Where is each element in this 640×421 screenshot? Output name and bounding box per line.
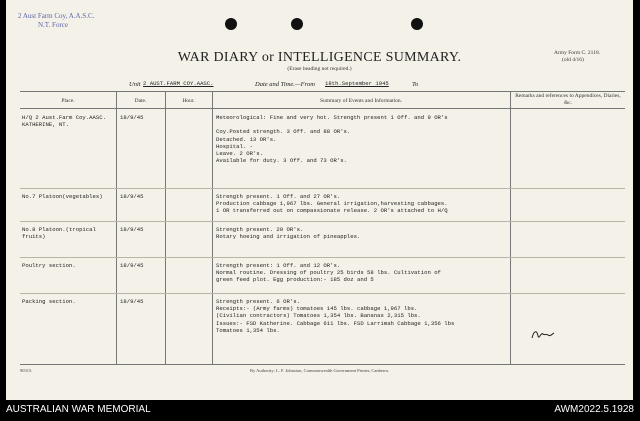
entry-summary-line: 1 OR transferred out on compassionate release. 2 OR's attached to H/Q: [216, 207, 448, 215]
entry-summary-line: Meteorological: Fine and very hot. Strength present 1 Off. and 9 OR's: [216, 114, 448, 121]
entry-place: Packing section.: [22, 298, 76, 305]
entry-place: No.7 Platoon(vegetables): [22, 193, 103, 200]
entry-separator: [20, 221, 625, 222]
table-header-rule: [20, 108, 625, 109]
entry-summary-line: Detached. 13 OR's.: [216, 135, 277, 143]
unit-label: Unit: [129, 81, 141, 88]
entry-summary-line: Available for duty. 3 Off. and 73 OR's.: [216, 157, 347, 165]
punch-hole: [291, 18, 303, 30]
date-to-label: To: [412, 81, 419, 88]
entry-summary-line: Strength present. 1 Off. and 27 OR's.: [216, 193, 341, 200]
entry-date: 18/9/45: [120, 262, 144, 269]
entry-summary-line: Tomatoes 1,354 lbs.: [216, 326, 280, 334]
entry-place: fruits): [22, 233, 46, 241]
entry-summary-line: green feed plot. Egg production:- 185 doz and 5: [216, 276, 374, 284]
date-label: Date and Time.—From: [255, 81, 315, 88]
header-place: Place.: [61, 98, 75, 104]
table-top-rule: [20, 91, 625, 92]
entry-date: 18/9/45: [120, 114, 144, 121]
printer-credit: By Authority: L. F. Johnston, Commonwealth Government Printer, Canberra.: [249, 368, 390, 373]
archive-reference: AWM2022.5.1928: [554, 404, 634, 415]
entry-summary-line: Strength present: 1 Off. and 12 OR's.: [216, 262, 341, 269]
entry-separator: [20, 257, 625, 258]
handwritten-initials: [530, 328, 556, 342]
entry-date: 18/9/45: [120, 298, 144, 305]
archive-caption-bar: [0, 400, 640, 421]
date-from: 18th.September 1945: [325, 80, 389, 87]
column-rule: [116, 91, 117, 364]
form-subtitle: (Erase heading not required.): [287, 66, 352, 72]
entry-separator: [20, 293, 625, 294]
column-rule: [165, 91, 166, 364]
war-diary-sheet: [6, 0, 633, 400]
entry-summary-line: Rotary hoeing and irrigation of pineapples.: [216, 233, 361, 241]
entry-summary-line: Receipts:- (Army farms) tomatoes 145 lbs. cabbage 1,967 lbs.: [216, 305, 418, 313]
form-number: Army Form C. 2118.: [554, 50, 601, 56]
punch-hole: [225, 18, 237, 30]
entry-summary-line: Normal routine. Dressing of poultry 25 birds 58 lbs. Cultivation of: [216, 269, 441, 277]
header-hour: Hour.: [182, 98, 195, 104]
header-date: Date.: [134, 98, 147, 104]
form-number-note: (old 4/16): [562, 57, 584, 63]
entry-summary-line: (Civilian contractors) Tomatoes 1,354 lbs. Bananas 2,315 lbs.: [216, 312, 421, 320]
entry-place: H/Q 2 Aust.Farm Coy.AASC.: [22, 114, 106, 121]
entry-place: KATHERINE, NT.: [22, 121, 69, 129]
header-remarks: Remarks and references to Appendices, Diaries, &c.: [515, 93, 621, 106]
stamp-line-1: 2 Aust Farm Coy, A.A.S.C.: [18, 12, 95, 20]
entry-date: 18/9/45: [120, 226, 144, 233]
unit-value: 2 AUST.FARM COY.AASC.: [143, 80, 214, 87]
entry-date: 18/9/45: [120, 193, 144, 200]
column-rule: [212, 91, 213, 364]
entry-summary-line: Hospital. -: [216, 142, 253, 150]
entry-summary-line: Production cabbage 1,967 lbs. General irrigation,harvesting cabbages.: [216, 200, 448, 208]
header-summary: Summary of Events and Information.: [319, 98, 403, 104]
entry-summary-line: Strength present. 20 OR's.: [216, 226, 304, 233]
form-title: WAR DIARY or INTELLIGENCE SUMMARY.: [177, 50, 462, 65]
column-rule: [510, 91, 511, 364]
entry-place: No.8 Platoon.(tropical: [22, 226, 96, 233]
table-bottom-rule: [20, 364, 625, 365]
entry-separator: [20, 188, 625, 189]
unit-stamp: [18, 12, 94, 30]
archive-name: AUSTRALIAN WAR MEMORIAL: [6, 404, 151, 415]
entry-place: Poultry section.: [22, 262, 76, 269]
entry-summary-line: Coy.Posted strength. 3 Off. and 88 OR's.: [216, 128, 351, 136]
stamp-line-2: N.T. Force: [38, 21, 68, 29]
form-print-code: 90315.: [20, 368, 33, 373]
entry-summary-line: Issues:- FSD Katherine. Cabbage 611 lbs. FSD Larrimah Cabbage 1,356 lbs: [216, 319, 455, 327]
entry-summary-line: Leave. 2 OR's.: [216, 150, 263, 157]
punch-hole: [411, 18, 423, 30]
entry-summary-line: Strength present. 6 OR's.: [216, 298, 300, 305]
